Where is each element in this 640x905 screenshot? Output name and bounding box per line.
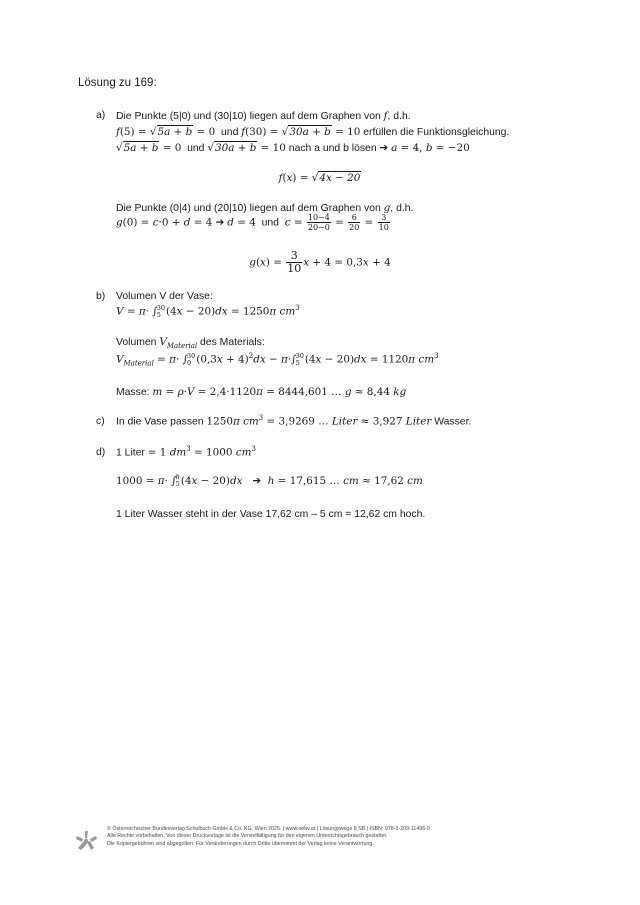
part-a-line-5-end: , d.h. [390,203,414,214]
part-d-label: d) [96,447,106,458]
part-d-line-1: 1 Liter = 1 $dm^3 = 1000$ $cm^3$ [116,445,256,459]
f-result: f(x) = √4x − 20 [278,172,361,184]
part-a-line-1 [116,110,411,122]
part-b-line-1: Volumen V der Vase: [116,291,213,302]
footer-line-3: Die Kopiergebühren sind abgegolten. Für Veränderungen durch Dritte übernimmt der Verlag keine Verantwortung. [107,840,374,847]
g-result: g(x) = $\frac{3}{10}$ x + 4 = 0,3x + 4 [249,249,391,275]
part-b-mass-label: Masse: [116,387,153,398]
part-a-line-2: f(5) = √5a + b = 0 und f(30) = √30a + b = 10 erfüllen die Funktionsgleichung. [116,126,510,138]
part-a-line-1-var: f [383,110,388,122]
arrow-icon: ➔ [252,475,262,487]
part-c-text: In die Vase passen [116,416,207,428]
part-c-label: c) [96,416,105,427]
part-b-volume-formula: V = π· ∫ 30 5 (4x − 20)dx = 1250π $cm^3$ [116,303,300,319]
part-d-final: 1 Liter Wasser steht in der Vase 17,62 cm – 5 cm = 12,62 cm hoch. [116,509,426,520]
arrow-icon: ➔ [379,143,389,154]
part-a-line-3-mid: nach a und b lösen [285,143,380,154]
part-a-line-1-text: Die Punkte (5|0) und (30|10) liegen auf dem Graphen von [116,111,384,122]
part-a-line-5-var: g [383,202,391,214]
part-b-label: b) [96,291,106,302]
part-c-line: In die Vase passen 1250π $cm^3 = 3,9269$ … Liter ≈ 3,927 Liter Wasser. [116,414,472,428]
part-b-material-formula: $V_{Material} = \pi\cdot$ ∫ 30 0 $(0,3x + 4)^2dx - \pi\cdot\int$ 30 5 (4x − 20)dx = 1120π $cm^3$ [116,351,439,368]
oebv-logo [74,830,98,855]
part-c-end: Wasser. [431,416,472,428]
part-a-label: a) [96,110,106,121]
page-title: Lösung zu 169: [78,77,157,89]
part-b-mass: Masse: m = ρ·V = 2,4·1120π = 8444,601 … g ≈ 8,44 kg [116,386,407,398]
footer-line-1: © Österreichischer Bundesverlag Schulbuch GmbH & Co. KG, Wien 2025. | www.oebv.at | Lösungswege 8 SB | ISBN: 978-3-209-11496-9 [107,826,430,832]
footer-line-2: Alle Rechte vorbehalten. Von dieser Druckvorlage ist die Vervielfältigung für den eigenen Unterrichtsgebrauch gestattet. [107,833,388,840]
part-b-line-2-end: des Materials: [197,337,265,348]
part-a-line-5-text: Die Punkte (0|4) und (20|10) liegen auf dem Graphen von [116,203,384,214]
arrow-icon: ➔ [215,217,225,229]
part-b-line-2: Volumen $V_{Material}$ des Materials: [116,336,265,351]
oebv-logo-icon [74,830,98,852]
copyright-footer [107,826,430,848]
part-d-height-formula: 1000 = π· ∫ h 5 (4x − 20)dx ➔ h = 17,615 … cm ≈ 17,62 cm [116,473,423,488]
part-a-line-3: √5a + b = 0 und √30a + b = 10 nach a und b lösen ➔ a = 4, b = −20 [116,142,470,154]
part-a-line-6: g(0) = c·0 + d = 4 ➔ d = 4 und c = $\frac{10-4}{20-0}$ = $\frac{6}{20}$ = $\frac{3}{10}$ [116,213,389,232]
part-b-line-2-text: Volumen [116,337,160,348]
part-d-line-1-text: 1 Liter [116,447,148,459]
part-a-line-1-end: , d.h. [387,111,411,122]
part-a-line-2-end: erfüllen die Funktionsgleichung. [360,127,510,138]
